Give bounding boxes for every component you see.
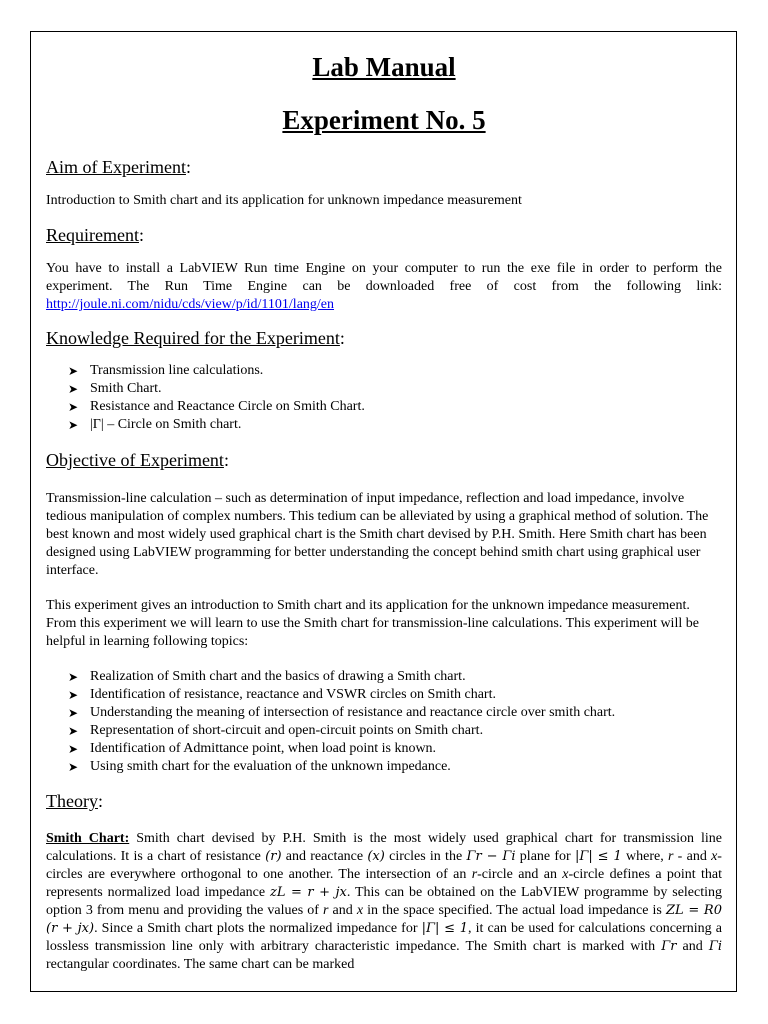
- objective-heading: Objective of Experiment:: [46, 450, 229, 470]
- list-item: ➤ Understanding the meaning of intersection of resistance and reactance circle over smith chart.: [68, 705, 616, 720]
- theory-heading: Theory:: [46, 791, 103, 811]
- list-item: ➤ Resistance and Reactance Circle on Smith Chart.: [68, 399, 365, 414]
- list-item: ➤ Smith Chart.: [68, 381, 162, 396]
- knowledge-heading: Knowledge Required for the Experiment:: [46, 328, 345, 348]
- arrow-bullet-icon: ➤: [68, 418, 79, 432]
- theory-paragraph: Smith Chart: Smith chart devised by P.H. Smith is the most widely used graphical chart for transmission line calculations. It is a chart of resistance (r) and reactance (x) circles in the Γr − Γi plane for |Γ| ≤ 1 where, r - and x- circles are everywhere orthogonal to one another. The intersection of an r-circle and an x-circle defines a point that represents normalized load impedance zL = r + jx. This can be obtained on the LabVIEW programme by selecting option 3 from menu and providing the values of r and x in the space specified. The actual load impedance is ZL = R0 (r + jx). Since a Smith chart plots the normalized impedance for |Γ| ≤ 1, it can be used for calculations concerning a lossless transmission line only with arbitrary characteristic impedance. The Smith chart is marked with Γr and Γi rectangular coordinates. The same chart can be marked: [46, 831, 723, 972]
- page-title: Lab Manual: [312, 52, 456, 82]
- list-item: ➤ Using smith chart for the evaluation of the unknown impedance.: [68, 759, 451, 774]
- list-item: ➤ |Γ| – Circle on Smith chart.: [68, 417, 242, 432]
- arrow-bullet-icon: ➤: [68, 382, 79, 396]
- objective-topics-list: [68, 668, 615, 776]
- list-item: ➤ Identification of Admittance point, when load point is known.: [68, 741, 437, 756]
- list-item: ➤ Transmission line calculations.: [68, 363, 264, 378]
- arrow-bullet-icon: ➤: [68, 742, 79, 756]
- list-item: ➤ Realization of Smith chart and the basics of drawing a Smith chart.: [68, 669, 466, 684]
- smith-chart-label: Smith Chart:: [46, 831, 130, 846]
- requirement-text: You have to install a LabVIEW Run time Engine on your computer to run the exe file in order to perform the experiment. The Run Time Engine can be downloaded free of cost from the following link: http://joule.ni.com/nidu/cds/view/p/id/1101/lang/en: [46, 261, 722, 312]
- objective-paragraph-1: Transmission-line calculation – such as determination of input impedance, reflection and load impedance, involve tedious manipulation of complex numbers. This tedium can be alleviated by using a graphical method of solution. The best known and most widely used graphical chart is the Smith chart devised by P.H. Smith. Here Smith chart has been designed using LabVIEW programming for better understanding the concept behind smith chart using graphical user interface.: [46, 491, 709, 578]
- arrow-bullet-icon: ➤: [68, 670, 79, 684]
- aim-text: Introduction to Smith chart and its application for unknown impedance measurement: [46, 193, 522, 208]
- aim-heading: Aim of Experiment:: [46, 157, 191, 177]
- runtime-engine-link[interactable]: http://joule.ni.com/nidu/cds/view/p/id/1101/lang/en: [46, 297, 335, 312]
- list-item: ➤ Representation of short-circuit and open-circuit points on Smith chart.: [68, 723, 484, 738]
- experiment-title: Experiment No. 5: [282, 105, 486, 135]
- arrow-bullet-icon: ➤: [68, 706, 79, 720]
- list-item: ➤ Identification of resistance, reactance and VSWR circles on Smith chart.: [68, 687, 496, 702]
- arrow-bullet-icon: ➤: [68, 760, 79, 774]
- objective-paragraph-2: This experiment gives an introduction to Smith chart and its application for the unknown impedance measurement. From this experiment we will learn to use the Smith chart for transmission-line calculations. This experiment will be helpful in learning following topics:: [46, 598, 699, 649]
- knowledge-list: [68, 362, 365, 434]
- arrow-bullet-icon: ➤: [68, 400, 79, 414]
- page-frame: [30, 31, 737, 992]
- requirement-heading: Requirement:: [46, 225, 144, 245]
- arrow-bullet-icon: ➤: [68, 364, 79, 378]
- arrow-bullet-icon: ➤: [68, 688, 79, 702]
- arrow-bullet-icon: ➤: [68, 724, 79, 738]
